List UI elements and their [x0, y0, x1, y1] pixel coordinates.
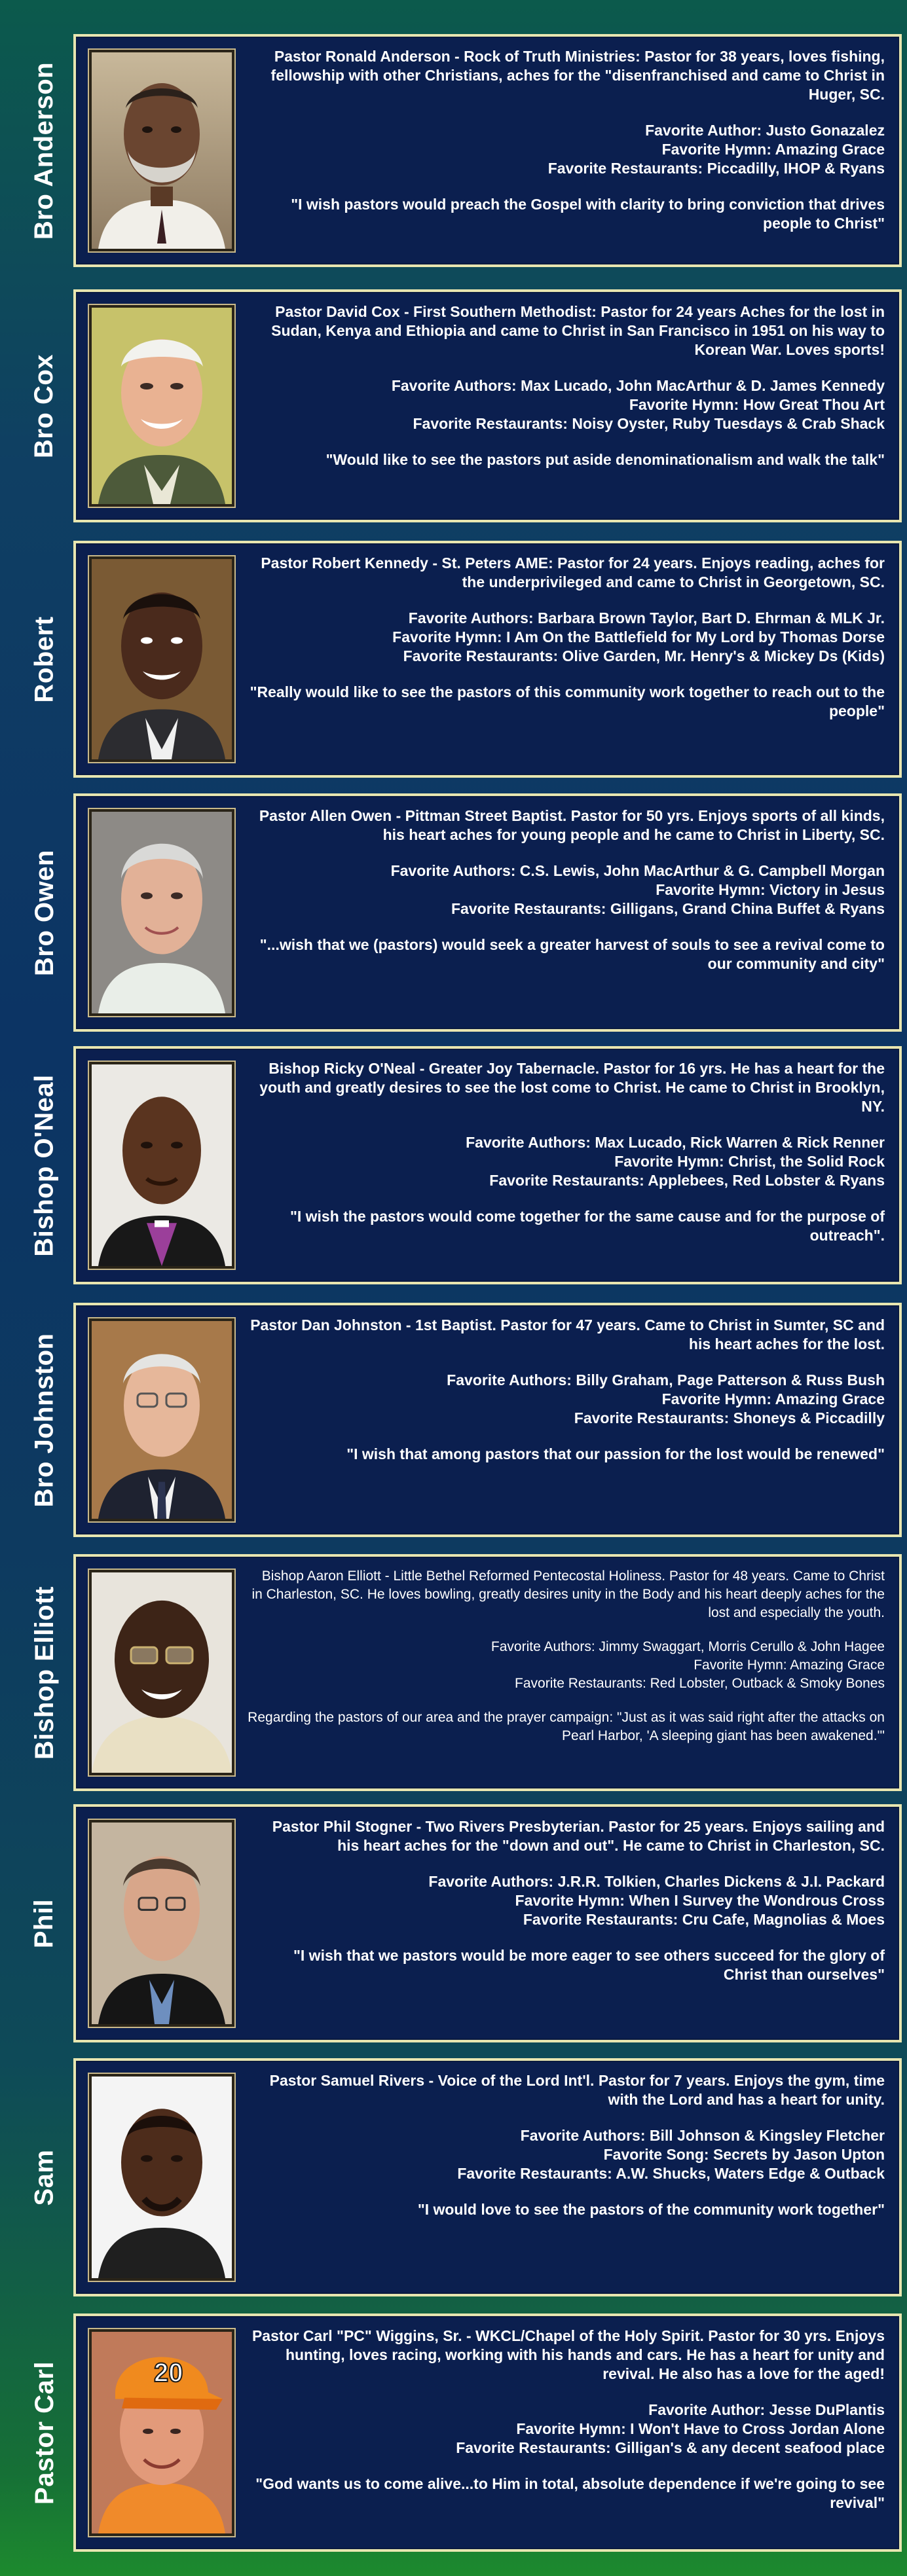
- portrait-photo-icon: [92, 52, 232, 249]
- portrait-photo: [89, 2329, 234, 2536]
- favorite-line: Favorite Author: Jesse DuPlantis: [648, 2401, 885, 2418]
- favorite-line: Favorite Restaurants: Shoneys & Piccadilly: [574, 1409, 885, 1426]
- profile-text: [248, 302, 885, 512]
- profile-favorites: [248, 1638, 885, 1693]
- portrait-photo: [89, 809, 234, 1016]
- profile-text: [248, 2327, 885, 2541]
- favorite-line: Favorite Hymn: How Great Thou Art: [629, 396, 885, 413]
- profile-card-johnston: [0, 1303, 907, 1537]
- favorite-line: Favorite Restaurants: Noisy Oyster, Ruby Tuesdays & Crab Shack: [413, 415, 885, 432]
- portrait-photo: [89, 1318, 234, 1521]
- portrait-photo-icon: [92, 559, 232, 759]
- favorite-line: Favorite Authors: Billy Graham, Page Patterson & Russ Bush: [447, 1371, 885, 1388]
- profile-label: Phil: [29, 1898, 59, 1948]
- profile-favorites: [248, 2401, 885, 2458]
- profile-label: Bro Owen: [29, 849, 59, 976]
- profile-quote: "I wish that among pastors that our passion for the lost would be renewed": [346, 1445, 885, 1462]
- profile-card-oneal: [0, 1046, 907, 1284]
- portrait-photo: [89, 1570, 234, 1775]
- favorite-line: Favorite Hymn: Amazing Grace: [661, 141, 885, 158]
- profile-label: Bishop Elliott: [29, 1586, 59, 1760]
- profile-card-wiggins: [0, 2313, 907, 2552]
- portrait-photo: [89, 50, 234, 251]
- portrait-photo: [89, 1820, 234, 2027]
- portrait-photo-icon: [92, 1321, 232, 1519]
- profile-panel: [73, 289, 902, 522]
- profile-card-stogner: [0, 1804, 907, 2042]
- profile-bio: Pastor Carl "PC" Wiggins, Sr. - WKCL/Chapel of the Holy Spirit. Pastor for 30 yrs. Enjoys hunting, loves racing, working with his hands and cars. He has a heart for unity and revival. He also has a love for the aged!: [251, 2327, 885, 2382]
- favorite-line: Favorite Hymn: When I Survey the Wondrous Cross: [515, 1892, 885, 1909]
- profile-label: Sam: [29, 2149, 59, 2205]
- profile-bio: Bishop Ricky O'Neal - Greater Joy Tabernacle. Pastor for 16 yrs. He has a heart for the youth and greatly desires to see the lost come to Christ. He came to Christ in Brooklyn, NY.: [259, 1060, 885, 1115]
- profile-panel: [73, 793, 902, 1032]
- profile-panel: [73, 541, 902, 778]
- profile-text: [248, 807, 885, 1021]
- profile-card-elliott: [0, 1554, 907, 1791]
- favorite-line: Favorite Authors: Jimmy Swaggart, Morris Cerullo & John Hagee: [491, 1639, 885, 1654]
- profile-favorites: [248, 862, 885, 918]
- portrait-photo-icon: [92, 812, 232, 1013]
- portrait-photo-icon: [92, 1823, 232, 2024]
- profile-panel: [73, 2058, 902, 2296]
- profile-favorites: [248, 1371, 885, 1428]
- profile-panel: [73, 1554, 902, 1791]
- portrait-photo: [89, 556, 234, 762]
- cap-number: 20: [154, 2357, 183, 2388]
- portrait-photo-icon: [92, 1064, 232, 1266]
- favorite-line: Favorite Authors: C.S. Lewis, John MacArthur & G. Campbell Morgan: [390, 862, 885, 879]
- favorite-line: Favorite Restaurants: Red Lobster, Outback & Smoky Bones: [515, 1676, 885, 1691]
- favorite-line: Favorite Hymn: Amazing Grace: [661, 1390, 885, 1407]
- profile-favorites: [248, 1872, 885, 1929]
- profile-quote: "I would love to see the pastors of the community work together": [417, 2201, 885, 2218]
- favorite-line: Favorite Hymn: Christ, the Solid Rock: [614, 1153, 885, 1170]
- profile-text: [248, 554, 885, 767]
- profile-text: [248, 1817, 885, 2032]
- profile-favorites: [248, 1133, 885, 1190]
- portrait-photo-icon: [92, 2332, 232, 2533]
- favorite-line: Favorite Restaurants: Applebees, Red Lobster & Ryans: [489, 1172, 885, 1189]
- profile-label: Robert: [29, 616, 59, 702]
- profile-quote: "...wish that we (pastors) would seek a greater harvest of souls to see a revival come to our community and city": [259, 936, 885, 972]
- profile-panel: [73, 1804, 902, 2042]
- profile-label: Bro Johnston: [29, 1333, 59, 1507]
- profile-favorites: [248, 609, 885, 666]
- favorite-line: Favorite Restaurants: Cru Cafe, Magnolias & Moes: [523, 1911, 885, 1928]
- profile-text: [248, 1316, 885, 1527]
- profile-card-kennedy: [0, 541, 907, 778]
- profile-bio: Pastor Phil Stogner - Two Rivers Presbyterian. Pastor for 25 years. Enjoys sailing and his heart aches for the "down and out". He came to Christ in Charleston, SC.: [272, 1818, 885, 1854]
- profile-quote: "I wish the pastors would come together for the same cause and for the purpose of outreach".: [289, 1208, 885, 1244]
- profile-panel: [73, 1046, 902, 1284]
- portrait-photo-icon: [92, 308, 232, 504]
- portrait-photo: [89, 2074, 234, 2281]
- favorite-line: Favorite Hymn: Amazing Grace: [694, 1658, 885, 1673]
- profile-favorites: [248, 376, 885, 433]
- favorite-line: Favorite Author: Justo Gonazalez: [645, 122, 885, 139]
- profile-label: Bro Cox: [29, 354, 59, 458]
- favorite-line: Favorite Hymn: I Won't Have to Cross Jordan Alone: [516, 2420, 885, 2437]
- profile-bio: Pastor Allen Owen - Pittman Street Baptist. Pastor for 50 yrs. Enjoys sports of all kinds, his heart aches for young people and he came to Christ in Liberty, SC.: [259, 807, 885, 843]
- favorite-line: Favorite Authors: Bill Johnson & Kingsley Fletcher: [520, 2127, 885, 2144]
- favorite-line: Favorite Authors: J.R.R. Tolkien, Charles Dickens & J.I. Packard: [428, 1873, 885, 1890]
- profile-label: Pastor Carl: [29, 2361, 59, 2505]
- profile-text: [248, 47, 885, 257]
- profile-bio: Pastor Samuel Rivers - Voice of the Lord Int'l. Pastor for 7 years. Enjoys the gym, time with the Lord and has a heart for unity.: [269, 2072, 885, 2108]
- profile-card-owen: [0, 793, 907, 1032]
- profile-panel: [73, 1303, 902, 1537]
- profile-quote: "I wish that we pastors would be more eager to see others succeed for the glory of Christ than ourselves": [293, 1947, 885, 1983]
- favorite-line: Favorite Restaurants: Gilligan's & any decent seafood place: [456, 2439, 885, 2456]
- profile-quote: "Would like to see the pastors put aside denominationalism and walk the talk": [325, 451, 885, 468]
- favorite-line: Favorite Restaurants: Olive Garden, Mr. Henry's & Mickey Ds (Kids): [403, 647, 885, 664]
- favorite-line: Favorite Hymn: I Am On the Battlefield for My Lord by Thomas Dorse: [392, 628, 885, 645]
- profile-card-cox: [0, 289, 907, 522]
- favorite-line: Favorite Authors: Max Lucado, John MacArthur & D. James Kennedy: [391, 377, 885, 394]
- profile-favorites: [248, 2126, 885, 2183]
- portrait-photo: [89, 1062, 234, 1269]
- profile-text: [248, 2071, 885, 2286]
- profile-bio: Pastor Dan Johnston - 1st Baptist. Pastor for 47 years. Came to Christ in Sumter, SC and his heart aches for the lost.: [250, 1316, 885, 1352]
- profile-quote: "God wants us to come alive...to Him in total, absolute dependence if we're going to see revival": [255, 2475, 885, 2511]
- profile-card-anderson: [0, 34, 907, 267]
- favorite-line: Favorite Authors: Max Lucado, Rick Warren & Rick Renner: [466, 1134, 885, 1151]
- favorite-line: Favorite Restaurants: Piccadilly, IHOP & Ryans: [547, 160, 885, 177]
- profile-bio: Pastor David Cox - First Southern Methodist: Pastor for 24 years Aches for the lost in Sudan, Kenya and Ethiopia and came to Christ in San Francisco in 1951 on his way to Korean War. Loves sports!: [271, 303, 885, 358]
- profile-label: Bishop O'Neal: [29, 1074, 59, 1257]
- profile-label: Bro Anderson: [29, 62, 59, 240]
- profile-card-rivers: [0, 2058, 907, 2296]
- favorite-line: Favorite Restaurants: A.W. Shucks, Waters Edge & Outback: [457, 2165, 885, 2182]
- portrait-photo-icon: [92, 1572, 232, 1773]
- favorite-line: Favorite Hymn: Victory in Jesus: [656, 881, 885, 898]
- profile-bio: Bishop Aaron Elliott - Little Bethel Reformed Pentecostal Holiness. Pastor for 48 years. Came to Christ in Charleston, SC. He loves bowling, greatly desires unity in the Body and his heart deeply aches for the lost and especially the youth.: [251, 1569, 885, 1620]
- profile-quote: "I wish pastors would preach the Gospel with clarity to bring conviction that drives people to Christ": [291, 196, 885, 232]
- favorite-line: Favorite Authors: Barbara Brown Taylor, Bart D. Ehrman & MLK Jr.: [408, 609, 885, 626]
- favorite-line: Favorite Song: Secrets by Jason Upton: [603, 2146, 885, 2163]
- profile-text: [248, 1059, 885, 1274]
- profile-favorites: [248, 121, 885, 178]
- profile-panel: [73, 34, 902, 267]
- profile-bio: Pastor Robert Kennedy - St. Peters AME: Pastor for 24 years. Enjoys reading, aches for the underprivileged and came to Christ in Georgetown, SC.: [261, 554, 885, 590]
- favorite-line: Favorite Restaurants: Gilligans, Grand China Buffet & Ryans: [451, 900, 885, 917]
- portrait-photo: [89, 305, 234, 507]
- portrait-photo-icon: [92, 2077, 232, 2278]
- profile-bio: Pastor Ronald Anderson - Rock of Truth Ministries: Pastor for 38 years, loves fishing, fellowship with other Christians, aches for the "disenfranchised and came to Christ in Huger, SC.: [270, 48, 885, 103]
- profile-quote: "Really would like to see the pastors of this community work together to reach out to the people": [250, 683, 885, 719]
- profile-panel: [73, 2313, 902, 2552]
- profile-quote: Regarding the pastors of our area and the prayer campaign: "Just as it was said right after the attacks on Pearl Harbor, 'A sleeping giant has been awakened.'": [248, 1710, 885, 1743]
- profile-text: [248, 1567, 885, 1781]
